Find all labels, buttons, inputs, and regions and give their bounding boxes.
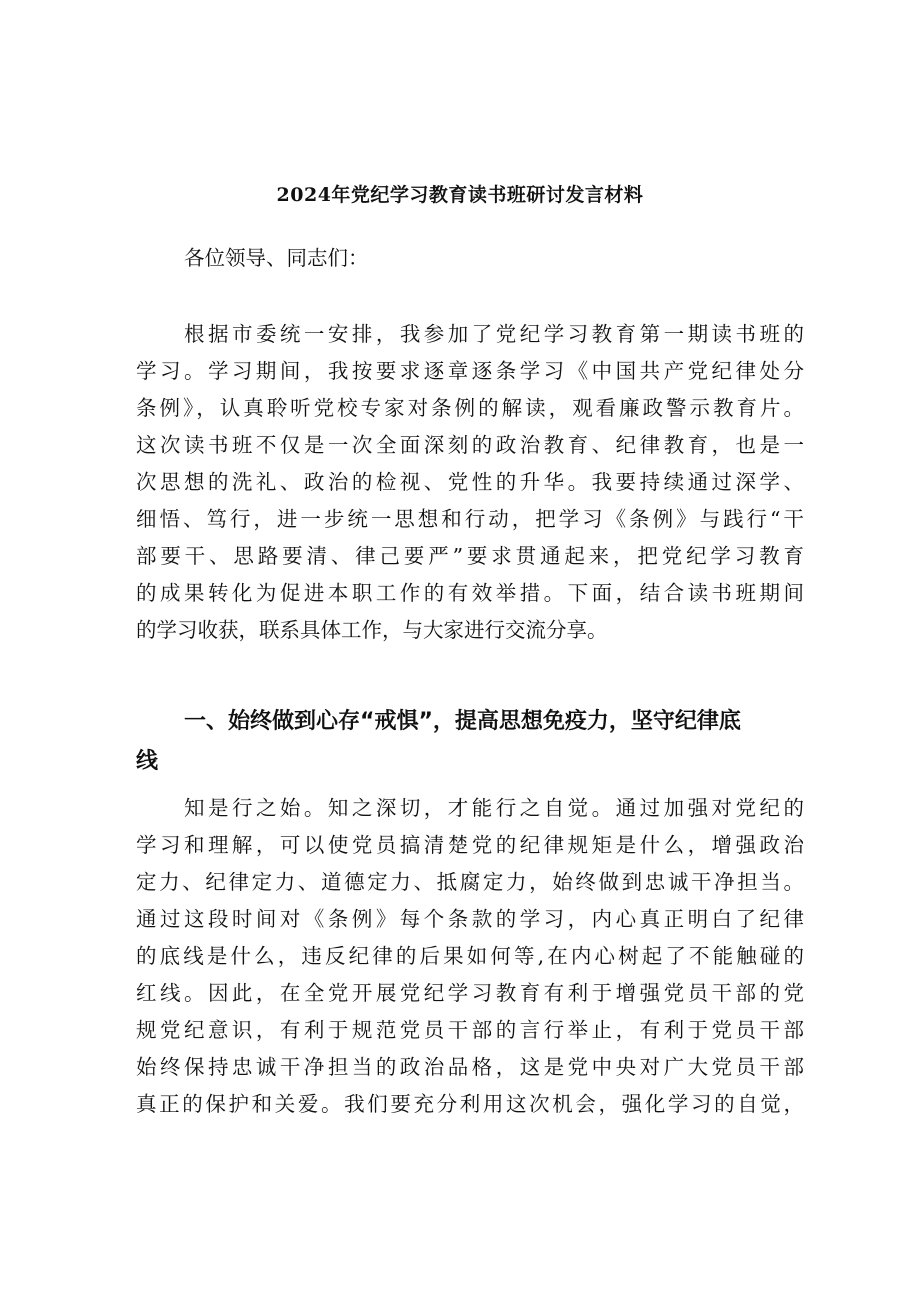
paragraph-line: 条例》，认真聆听党校专家对条例的解读，观看廉政警示教育片。 bbox=[136, 396, 804, 420]
paragraph-line: 学习。学习期间，我按要求逐章逐条学习《中国共产党纪律处分 bbox=[136, 359, 804, 383]
paragraph-line: 的成果转化为促进本职工作的有效举措。下面，结合读书班期间 bbox=[136, 581, 804, 605]
heading-line: 一、始终做到心存“戒惧”，提高思想免疫力，坚守纪律底 bbox=[184, 709, 741, 734]
heading-line: 线 bbox=[136, 749, 159, 774]
paragraph-2 bbox=[136, 790, 804, 1123]
paragraph-line: 的学习收获，联系具体工作，与大家进行交流分享。 bbox=[136, 618, 608, 642]
paragraph-line: 规党纪意识，有利于规范党员干部的言行举止，有利于党员干部 bbox=[136, 1018, 804, 1042]
paragraph-line: 根据市委统一安排，我参加了党纪学习教育第一期读书班的 bbox=[184, 322, 804, 346]
document-title: 2024年党纪学习教育读书班研讨发言材料 bbox=[276, 184, 644, 206]
paragraph-line: 始终保持忠诚干净担当的政治品格，这是党中央对广大党员干部 bbox=[136, 1055, 804, 1079]
paragraph-line: 的底线是什么，违反纪律的后果如何等,在内心树起了不能触碰的 bbox=[136, 944, 804, 968]
paragraph-line: 定力、纪律定力、道德定力、抵腐定力，始终做到忠诚干净担当。 bbox=[136, 870, 804, 894]
paragraph-line: 红线。因此，在全党开展党纪学习教育有利于增强党员干部的党 bbox=[136, 981, 804, 1005]
paragraph-line: 这次读书班不仅是一次全面深刻的政治教育、纪律教育，也是一 bbox=[136, 433, 804, 457]
paragraph-line: 细悟、笃行，进一步统一思想和行动，把学习《条例》与践行“干 bbox=[136, 507, 804, 531]
paragraph-line: 真正的保护和关爱。我们要充分利用这次机会，强化学习的自觉， bbox=[136, 1092, 804, 1116]
paragraph-1 bbox=[136, 316, 804, 649]
paragraph-line: 部要干、思路要清、律己要严”要求贯通起来，把党纪学习教育 bbox=[136, 544, 804, 568]
paragraph-line: 次思想的洗礼、政治的检视、党性的升华。我要持续通过深学、 bbox=[136, 470, 804, 494]
paragraph-line: 知是行之始。知之深切，才能行之自觉。通过加强对党纪的 bbox=[184, 796, 804, 820]
paragraph-line: 通过这段时间对《条例》每个条款的学习，内心真正明白了纪律 bbox=[136, 907, 804, 931]
salutation bbox=[136, 240, 804, 277]
salutation-line: 各位领导、同志们： bbox=[184, 246, 369, 270]
paragraph-line: 学习和理解，可以使党员搞清楚党的纪律规矩是什么，增强政治 bbox=[136, 833, 804, 857]
section-heading-1 bbox=[136, 702, 804, 782]
